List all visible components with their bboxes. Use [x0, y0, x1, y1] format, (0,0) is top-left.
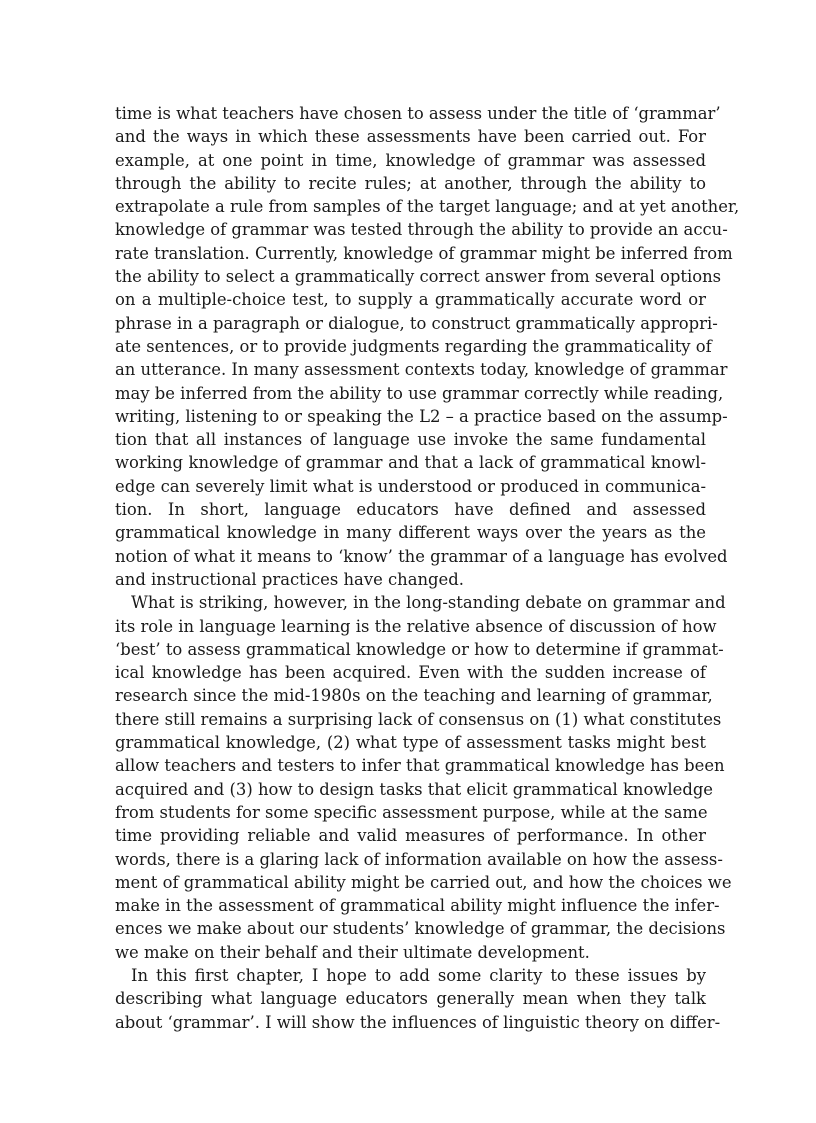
text-line: we make on their behalf and their ultimate development. — [115, 942, 590, 962]
text-line: and the ways in which these assessments have been carried out. For — [115, 127, 706, 147]
text-line: through the ability to recite rules; at another, through the ability to — [115, 173, 706, 193]
text-line: time providing reliable and valid measures of performance. In other — [115, 826, 706, 846]
text-line: and instructional practices have changed. — [115, 569, 464, 589]
text-line: the ability to select a grammatically correct answer from several options — [115, 267, 722, 287]
text-line: an utterance. In many assessment contexts today, knowledge of grammar — [115, 360, 728, 380]
text-line: phrase in a paragraph or dialogue, to construct grammatically appropri- — [115, 313, 718, 333]
text-line: acquired and (3) how to design tasks that elicit grammatical knowledge — [115, 779, 714, 799]
text-line: rate translation. Currently, knowledge of grammar might be inferred from — [115, 243, 733, 263]
text-line: tion. In short, language educators have defined and assessed — [115, 500, 706, 520]
text-line: knowledge of grammar was tested through the ability to provide an accu- — [115, 220, 728, 240]
text-line: tion that all instances of language use invoke the same fundamental — [115, 430, 706, 450]
text-line: time is what teachers have chosen to assess under the title of ‘grammar’ — [115, 104, 721, 123]
text-line: What is striking, however, in the long-standing debate on grammar and — [131, 593, 726, 613]
text-line: ences we make about our students’ knowledge of grammar, the decisions — [115, 919, 726, 939]
document-page — [115, 102, 740, 1034]
text-line: ‘best’ to assess grammatical knowledge or how to determine if grammat- — [115, 639, 724, 659]
paragraph — [115, 964, 721, 1034]
paragraph — [115, 591, 732, 964]
paragraph — [115, 102, 740, 591]
text-line: make in the assessment of grammatical ability might influence the infer- — [115, 896, 720, 916]
text-line: notion of what it means to ‘know’ the grammar of a language has evolved — [115, 546, 728, 566]
text-line: words, there is a glaring lack of information available on how the assess- — [115, 849, 723, 869]
text-line: grammatical knowledge in many different ways over the years as the — [115, 523, 706, 543]
text-line: there still remains a surprising lack of consensus on (1) what constitutes — [115, 709, 722, 729]
text-line: may be inferred from the ability to use grammar correctly while reading, — [115, 383, 724, 403]
text-line: ate sentences, or to provide judgments regarding the grammaticality of — [115, 336, 712, 356]
text-line: extrapolate a rule from samples of the target language; and at yet another, — [115, 197, 740, 217]
text-line: grammatical knowledge, (2) what type of assessment tasks might best — [115, 733, 706, 753]
text-line: In this first chapter, I hope to add some clarity to these issues by — [131, 965, 706, 985]
text-line: from students for some specific assessment purpose, while at the same — [115, 802, 708, 822]
text-line: allow teachers and testers to infer that grammatical knowledge has been — [115, 756, 725, 776]
text-line: ical knowledge has been acquired. Even with the sudden increase of — [115, 663, 706, 683]
text-line: example, at one point in time, knowledge of grammar was assessed — [115, 150, 706, 170]
text-line: edge can severely limit what is understood or produced in communica- — [115, 476, 707, 496]
text-line: describing what language educators generally mean when they talk — [115, 989, 706, 1009]
text-line: working knowledge of grammar and that a lack of grammatical knowl- — [115, 453, 706, 473]
text-line: about ‘grammar’. I will show the influences of linguistic theory on differ- — [115, 1012, 721, 1032]
text-line: its role in language learning is the relative absence of discussion of how — [115, 616, 717, 636]
text-line: on a multiple-choice test, to supply a grammatically accurate word or — [115, 290, 706, 310]
text-line: ment of grammatical ability might be carried out, and how the choices we — [115, 872, 732, 892]
text-line: research since the mid-1980s on the teaching and learning of grammar, — [115, 686, 713, 706]
text-line: writing, listening to or speaking the L2 – a practice based on the assump- — [115, 406, 728, 426]
